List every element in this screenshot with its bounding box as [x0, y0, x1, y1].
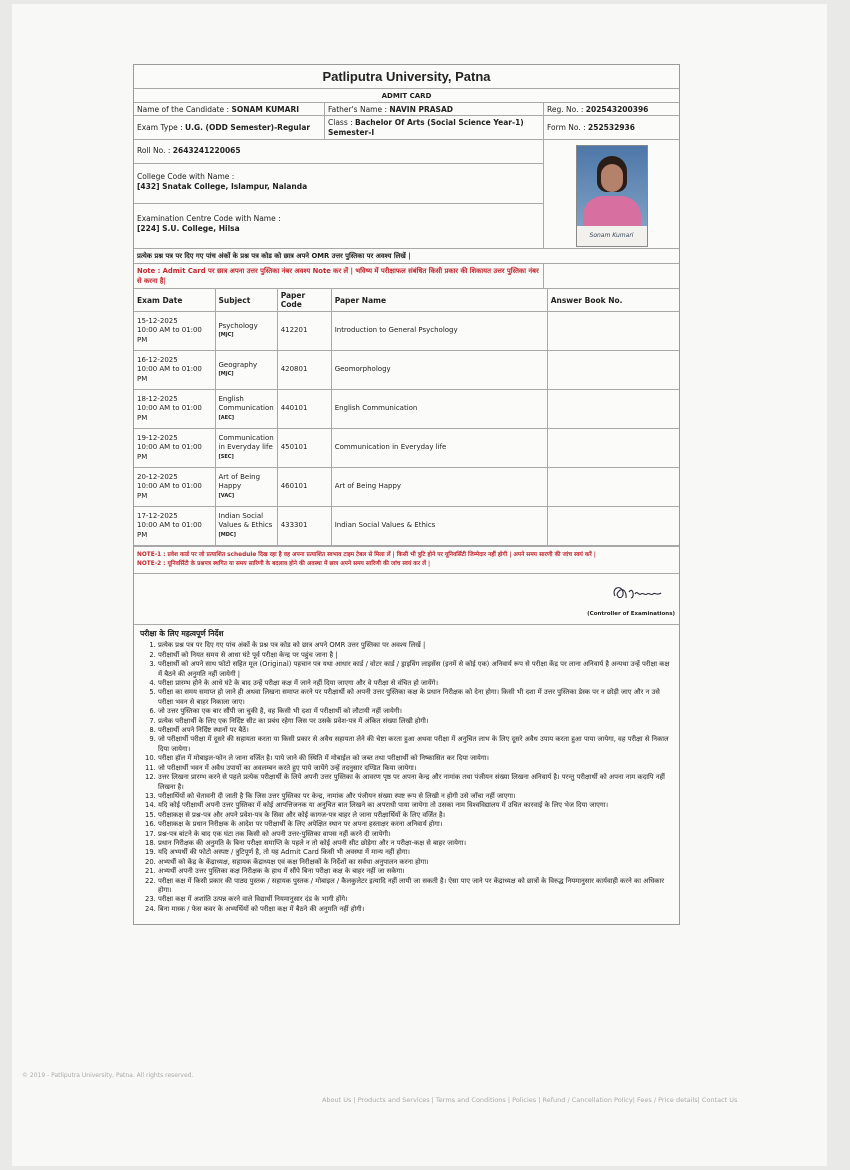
candidate-row-1	[134, 103, 679, 116]
answer-book-no	[547, 390, 679, 429]
reg-no-label: Reg. No. :	[547, 105, 584, 114]
subject: Communication in Everyday life [SEC]	[215, 429, 277, 468]
answer-book-no	[547, 312, 679, 351]
paper-code: 460101	[277, 468, 331, 507]
roll-no: 2643241220065	[172, 146, 241, 155]
father-name-cell	[325, 103, 544, 115]
exam-date: 19-12-2025 10:00 AM to 01:00 PM	[134, 429, 215, 468]
form-no-label: Form No. :	[547, 123, 586, 132]
photo-signature: Sonam Kumari	[577, 226, 647, 246]
list-item: 6. जो उत्तर पुस्तिका एक बार सौंपी जा चुकी है, वह किसी भी दशा में परीक्षार्थी को लौटायी नहीं जायेगी।	[158, 707, 673, 716]
reg-no-cell	[544, 103, 679, 115]
paper-code: 433301	[277, 507, 331, 546]
paper-name: Introduction to General Psychology	[331, 312, 547, 351]
class-label: Class :	[328, 118, 353, 127]
father-name: NAVIN PRASAD	[389, 105, 453, 114]
header-paper-code: Paper Code	[277, 289, 331, 312]
paper-name: Art of Being Happy	[331, 468, 547, 507]
centre-name: [224] S.U. College, Hilsa	[137, 224, 240, 233]
answer-book-no	[547, 429, 679, 468]
list-item: 16. परीक्षाकक्ष के प्रधान निरीक्षक के आदेश पर परीक्षार्थी के लिए अपेक्षित स्थान पर अपना हस्ताक्षर करना अनिवार्य होगा।	[158, 820, 673, 829]
table-header-row	[134, 289, 679, 312]
list-item: 24. बिना मास्क / फेस कवर के अभ्यर्थियों को परीक्षा कक्ष में बैठने की अनुमति नहीं होगी।	[158, 905, 673, 914]
admit-card	[133, 64, 680, 925]
table-row	[134, 507, 679, 546]
college-name: [432] Snatak College, Islampur, Nalanda	[137, 182, 308, 191]
exam-type-label: Exam Type :	[137, 123, 183, 132]
list-item: 20. अभ्यर्थी को केंद्र के केंद्राध्यक्ष, सहायक केंद्राध्यक्ष एवं कक्ष निरीक्षकों के निर्देशों का सर्वथा अनुपालन करना होगा।	[158, 858, 673, 867]
paper-code: 412201	[277, 312, 331, 351]
list-item: 23. परीक्षा कक्ष में अशांति उत्पन्न करने वाले विद्यार्थी नियमानुसार दंड के भागी होंगे।	[158, 895, 673, 904]
table-row	[134, 429, 679, 468]
list-item: 19. यदि अभ्यर्थी की फोटो अस्पष्ट / त्रुटिपूर्ण है, तो यह Admit Card किसी भी अवस्था में मान्य नहीं होगा।	[158, 848, 673, 857]
university-title: Patliputra University, Patna	[134, 65, 679, 89]
instruction-line-row	[134, 249, 679, 264]
header-subject: Subject	[215, 289, 277, 312]
exam-type-cell	[134, 116, 325, 139]
answer-book-no	[547, 507, 679, 546]
exam-type: U.G. (ODD Semester)-Regular	[185, 123, 311, 132]
list-item: 14. यदि कोई परीक्षार्थी अपनी उत्तर पुस्तिका में कोई आपत्तिजनक या अनुचित बात लिखने का अपराधी पाया जायेगा तो उसका नाम विश्वविद्यालय में उचित कारवाई के लिए भेज दिया जाएगा।	[158, 801, 673, 810]
answer-book-no	[547, 468, 679, 507]
list-item: 13. परीक्षार्थियों को चेतावनी दी जाती है कि जिस उत्तर पुस्तिका पर केन्द्र, नामांक और पंजीयन संख्या स्पष्ट रूप से लिखी न होगी उसे जाँचा नहीं जाएगा।	[158, 792, 673, 801]
table-row	[134, 312, 679, 351]
form-no: 252532936	[588, 123, 635, 132]
form-no-cell	[544, 116, 679, 139]
candidate-details-left	[134, 140, 544, 248]
college-cell	[134, 164, 543, 204]
note-row	[134, 264, 679, 289]
list-item: 15. परीक्षाकक्ष से प्रश्न-पत्र और अपने प्रवेश-पत्र के सिवा और कोई कागज-पत्र बाहर ले जाना परीक्षार्थियों के लिए वर्जित है।	[158, 811, 673, 820]
candidate-name-label: Name of the Candidate :	[137, 105, 230, 114]
candidate-details-block	[134, 140, 679, 249]
list-item: 12. उत्तर लिखना प्रारम्भ करने से पहले प्रत्येक परीक्षार्थी के लिये अपनी उत्तर पुस्तिका के आवरण पृष्ठ पर अपना केन्द्र और नामांक तथा पंजीयन संख्या लिखना अनिवार्य है। परन्तु परीक्षार्थी को अपना नाम कदापि नहीं लिखना है।	[158, 773, 673, 792]
list-item: 10. परीक्षा हॉल में मोबाइल-फोन ले जाना वर्जित है। पाये जाने की स्थिति में मोबाईल को जब्त तथा परीक्षार्थी को निष्कासित कर दिया जायेगा।	[158, 754, 673, 763]
college-label: College Code with Name :	[137, 172, 235, 181]
paper-name: Geomorphology	[331, 351, 547, 390]
list-item: 8. परीक्षार्थी अपने निर्दिष्ट स्थानों पर बैठें।	[158, 726, 673, 735]
controller-signature-area	[134, 574, 679, 625]
controller-label: (Controller of Examinations)	[587, 611, 675, 617]
subject: Art of Being Happy [VAC]	[215, 468, 277, 507]
list-item: 1. प्रत्येक प्रश्न पत्र पर दिए गए पांच अंकों के प्रश्न पत्र कोड को छात्र अपने OMR उत्तर पुस्तिका पर अवश्य लिखें |	[158, 641, 673, 650]
note-empty-cell	[544, 264, 679, 288]
roll-no-cell	[134, 140, 543, 164]
father-name-label: Father's Name :	[328, 105, 388, 114]
schedule-notes	[134, 546, 679, 574]
instructions-title: परीक्षा के लिए महत्वपूर्ण निर्देश	[140, 629, 224, 638]
list-item: 7. प्रत्येक परीक्षार्थी के लिए एक निर्दिष्ट सीट का प्रबंध रहेगा जिस पर उसके प्रवेश-पत्र में अंकित संख्या लिखी होगी।	[158, 717, 673, 726]
list-item: 21. अभ्यर्थी अपनी उत्तर पुस्तिका कक्ष निरीक्षक के हाथ में सौंपे बिना परीक्षा कक्ष के बाहर नहीं जा सकेगा।	[158, 867, 673, 876]
centre-label: Examination Centre Code with Name :	[137, 214, 281, 223]
controller-signature	[609, 582, 669, 604]
candidate-row-2	[134, 116, 679, 140]
exam-date: 16-12-2025 10:00 AM to 01:00 PM	[134, 351, 215, 390]
instruction-line: प्रत्येक प्रश्न पत्र पर दिए गए पांच अंकों के प्रश्न पत्र कोड को छात्र अपने OMR उत्तर पुस्तिका पर अवश्य लिखें |	[137, 252, 411, 260]
list-item: 3. परीक्षार्थी को अपने साथ फोटो सहित मूल (Original) पहचान पत्र यथा आधार कार्ड / वोटर कार्ड / ड्राइविंग लाइसेंस (इनमें से कोई एक) अनिवार्य रूप से परीक्षा केंद्र पर लाना अनिवार्य है अन्यथा उन्हें परीक्षा कक्ष में बैठने की अनुमति नहीं जायेगी |	[158, 660, 673, 679]
table-row	[134, 468, 679, 507]
note-1: NOTE-1 : प्रवेश कार्ड पर जो प्रत्याशित schedule दिख रहा है वह अपना प्रत्याशित स्वभाव टाइम टेबल से मिला लें | किसी भी त्रुटि होने पर यूनिवर्सिटी जिम्मेदार नहीं होगी | अपने समय सारणी की जांच स्वयं करें |	[137, 552, 596, 558]
answer-book-no	[547, 351, 679, 390]
paper-name: Indian Social Values & Ethics	[331, 507, 547, 546]
paper-code: 420801	[277, 351, 331, 390]
header-answer-book: Answer Book No.	[547, 289, 679, 312]
roll-no-label: Roll No. :	[137, 146, 171, 155]
paper-name: English Communication	[331, 390, 547, 429]
class-value: Bachelor Of Arts (Social Science Year-1) Semester-I	[328, 118, 524, 137]
exam-date: 15-12-2025 10:00 AM to 01:00 PM	[134, 312, 215, 351]
exam-instructions	[134, 625, 679, 924]
table-row	[134, 390, 679, 429]
exam-date: 20-12-2025 10:00 AM to 01:00 PM	[134, 468, 215, 507]
list-item: 4. परीक्षा प्रारम्भ होने के आधे घंटे के बाद उन्हें परीक्षा कक्ष में जाने नहीं दिया जाएगा और वे परीक्षा से वंचित हो जायेंगे।	[158, 679, 673, 688]
subject: English Communication [AEC]	[215, 390, 277, 429]
paper-code: 440101	[277, 390, 331, 429]
candidate-name: SONAM KUMARI	[231, 105, 300, 114]
exam-date: 18-12-2025 10:00 AM to 01:00 PM	[134, 390, 215, 429]
reg-no: 202543200396	[585, 105, 649, 114]
header-paper-name: Paper Name	[331, 289, 547, 312]
note-text: Note : Admit Card पर छात्र अपना उत्तर पुस्तिका नंबर अवश्य Note कर लें | भविष्य में परीक्षाफल संबंधित किसी प्रकार की शिकायत उत्तर पुस्तिका नंबर से करना है|	[134, 264, 544, 288]
list-item: 5. परीक्षा का समय समाप्त हो जाने ही अथवा लिखना समाप्त करने पर परीक्षार्थी को अपनी उत्तर पुस्तिका कक्ष के प्रधान निरीक्षक को देना होगा। किसी भी दशा में उत्तर पुस्तिका डेस्क पर न छोड़ी जाए और न उसे परीक्षा भवन से बाहर निकाला जाए।	[158, 688, 673, 707]
admit-card-title: ADMIT CARD	[134, 89, 679, 103]
note-2: NOTE-2 : यूनिवर्सिटी के प्रश्नपत्र स्थगित या समय सारिणी के बदलाव होने की अवस्था में छात्र अपने समय सारिणी की जांच स्वयं कर लें |	[137, 561, 431, 567]
list-item: 11. जो परीक्षार्थी भवन में अवैध उपायों का अवलम्बन करते हुए पाये जायेंगे उन्हें तदनुसार दण्डित किया जायेगा।	[158, 764, 673, 773]
subject: Psychology [MJC]	[215, 312, 277, 351]
candidate-name-cell	[134, 103, 325, 115]
list-item: 17. प्रश्न-पत्र बांटने के बाद एक घंटा तक किसी को अपनी उत्तर-पुस्तिका वापस नहीं करने दी जायेगी।	[158, 830, 673, 839]
list-item: 9. जो परीक्षार्थी परीक्षा में दूसरे की सहायता करता या किसी प्रकार से अवैध सहायता लेने की चेष्टा करता हुआ अथवा परीक्षा में अनुचित लाभ के लिए दूसरे अवैध उपाय करता हुआ पाया जायेगा, वह परीक्षा से निकाल दिया जायेगा।	[158, 735, 673, 754]
subject: Geography [MJC]	[215, 351, 277, 390]
footer-copyright: © 2019 - Patliputra University, Patna. All rights reserved.	[22, 1072, 194, 1079]
paper-name: Communication in Everyday life	[331, 429, 547, 468]
subject: Indian Social Values & Ethics [MDC]	[215, 507, 277, 546]
photo-cell	[544, 140, 679, 248]
instructions-list	[140, 641, 673, 914]
exam-schedule-table	[134, 289, 679, 546]
class-cell	[325, 116, 544, 139]
exam-date: 17-12-2025 10:00 AM to 01:00 PM	[134, 507, 215, 546]
paper-code: 450101	[277, 429, 331, 468]
list-item: 22. परीक्षा कक्ष में किसी प्रकार की पाठ्य पुस्तक / सहायक पुस्तक / मोबाइल / कैलकुलेटर इत्यादि नहीं लायी जा सकती है। ऐसा पाए जाने पर केंद्राध्यक्ष को छात्रों के विरुद्ध नियमानुसार कार्यवाही करने का अधिकार होगा।	[158, 877, 673, 896]
table-row	[134, 351, 679, 390]
header-exam-date: Exam Date	[134, 289, 215, 312]
centre-cell	[134, 204, 543, 248]
candidate-photo	[576, 145, 648, 247]
list-item: 18. प्रधान निरीक्षक की अनुमति के बिना परीक्षा समाप्ति के पहले न तो कोई अपनी सीट छोड़ेगा और न परीक्षा-कक्ष से बाहर जायेगा।	[158, 839, 673, 848]
list-item: 2. परीक्षार्थी को नियत समय से आधा घंटे पूर्व परीक्षा केन्द्र पर पहुंच जाना है |	[158, 651, 673, 660]
footer-links[interactable]: About Us | Products and Services | Terms and Conditions | Policies | Refund / Cancellation Policy| Fees / Price details| Contact Us	[322, 1096, 738, 1104]
